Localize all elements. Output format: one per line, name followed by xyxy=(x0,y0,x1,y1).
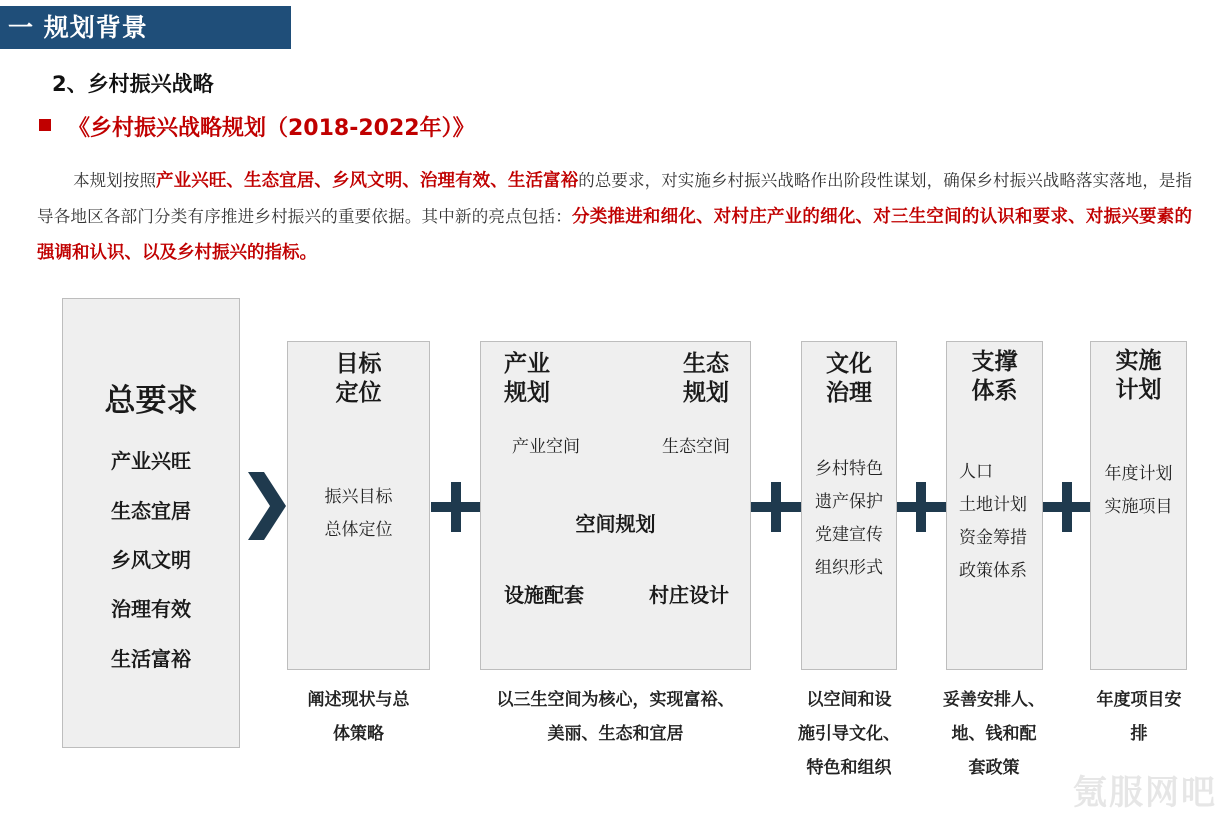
support-item: 政策体系 xyxy=(959,561,1027,581)
target-title-line1: 目标 xyxy=(335,351,382,377)
square-bullet-icon xyxy=(39,119,51,131)
caption-line: 地、钱和配 xyxy=(951,724,1037,744)
caption-line: 体策略 xyxy=(333,724,384,744)
implement-item: 年度计划 xyxy=(1104,464,1173,484)
culture-item: 乡村特色 xyxy=(815,459,883,479)
village-design-label: 村庄设计 xyxy=(649,583,729,607)
implement-box xyxy=(1090,341,1187,670)
plan-title: 《乡村振兴战略规划（2018-2022年）》 xyxy=(68,116,475,141)
support-item: 土地计划 xyxy=(959,495,1027,515)
requirements-title: 总要求 xyxy=(104,383,198,419)
caption-line: 套政策 xyxy=(968,758,1020,778)
target-item: 总体定位 xyxy=(324,520,393,540)
caption-line: 阐述现状与总 xyxy=(307,690,410,710)
caption-line: 排 xyxy=(1130,724,1148,744)
subtitle: 2、乡村振兴战略 xyxy=(52,72,214,96)
watermark: 氪服网吧 xyxy=(1073,773,1217,813)
requirement-item: 乡风文明 xyxy=(111,548,191,572)
para-highlight-2: 分类推进和细化、对村庄产业的细化、对三生空间的认识和要求、对振兴要素的强调和认识、以及乡村振兴的指标。 xyxy=(37,207,1192,263)
arrow-right-icon xyxy=(248,466,288,546)
culture-caption xyxy=(784,683,914,785)
plus-icon-vertical xyxy=(771,482,781,532)
plus-icon-vertical xyxy=(451,482,461,532)
para-text-2: 的总要求，对实施乡村振兴战略作出阶段性谋划，确保乡村振兴战略落实落地，是指导各地区各部门分类有序推进乡村振兴的重要依据。其中新的亮点包括： xyxy=(37,171,1193,226)
caption-line: 年度项目安 xyxy=(1096,690,1182,710)
culture-title-line2: 治理 xyxy=(826,380,872,406)
requirement-item: 产业兴旺 xyxy=(111,449,191,473)
culture-item: 党建宣传 xyxy=(815,525,883,545)
planning-caption xyxy=(470,683,761,751)
support-item: 人口 xyxy=(959,462,993,482)
caption-line: 特色和组织 xyxy=(806,758,892,778)
requirement-item: 生态宜居 xyxy=(111,499,191,523)
plus-icon-vertical xyxy=(916,482,926,532)
implement-title-line1: 实施 xyxy=(1115,348,1162,374)
section-header: 一 规划背景 xyxy=(0,6,291,49)
caption-line: 妥善安排人、 xyxy=(943,690,1045,710)
eco-title-line1: 生态 xyxy=(683,351,729,377)
caption-line: 施引导文化、 xyxy=(798,724,900,744)
implement-caption xyxy=(1078,683,1200,751)
eco-title-line2: 规划 xyxy=(683,380,729,406)
target-title-line2: 定位 xyxy=(335,380,382,406)
support-title-line1: 支撑 xyxy=(971,349,1018,375)
culture-title-line1: 文化 xyxy=(826,351,872,377)
industry-title-line2: 规划 xyxy=(504,380,550,406)
target-box xyxy=(287,341,430,670)
facilities-label: 设施配套 xyxy=(504,583,584,607)
requirement-item: 生活富裕 xyxy=(111,647,191,671)
para-highlight-1: 产业兴旺、生态宜居、乡风文明、治理有效、生活富裕 xyxy=(156,171,579,191)
support-title-line2: 体系 xyxy=(971,378,1018,404)
spatial-planning-label: 空间规划 xyxy=(575,512,656,536)
support-caption xyxy=(929,683,1059,785)
target-item: 振兴目标 xyxy=(324,487,393,507)
planning-box xyxy=(480,341,751,670)
culture-item: 组织形式 xyxy=(815,558,883,578)
plus-icon-vertical xyxy=(1062,482,1072,532)
caption-line: 以三生空间为核心，实现富裕、 xyxy=(496,690,735,710)
caption-line: 美丽、生态和宜居 xyxy=(547,724,684,744)
implement-title-line2: 计划 xyxy=(1115,377,1162,403)
support-item: 资金筹措 xyxy=(959,528,1027,548)
implement-item: 实施项目 xyxy=(1104,497,1173,517)
support-box xyxy=(946,341,1043,670)
para-text-1: 本规划按照 xyxy=(73,171,157,190)
requirement-item: 治理有效 xyxy=(111,597,191,621)
target-caption xyxy=(287,683,430,751)
caption-line: 以空间和设 xyxy=(806,690,892,710)
culture-box xyxy=(801,341,897,670)
requirements-box xyxy=(62,298,240,748)
industry-title-line1: 产业 xyxy=(504,351,550,377)
culture-item: 遗产保护 xyxy=(815,492,883,512)
industry-space-label: 产业空间 xyxy=(512,437,580,457)
intro-paragraph xyxy=(37,163,1192,271)
eco-space-label: 生态空间 xyxy=(662,437,730,457)
